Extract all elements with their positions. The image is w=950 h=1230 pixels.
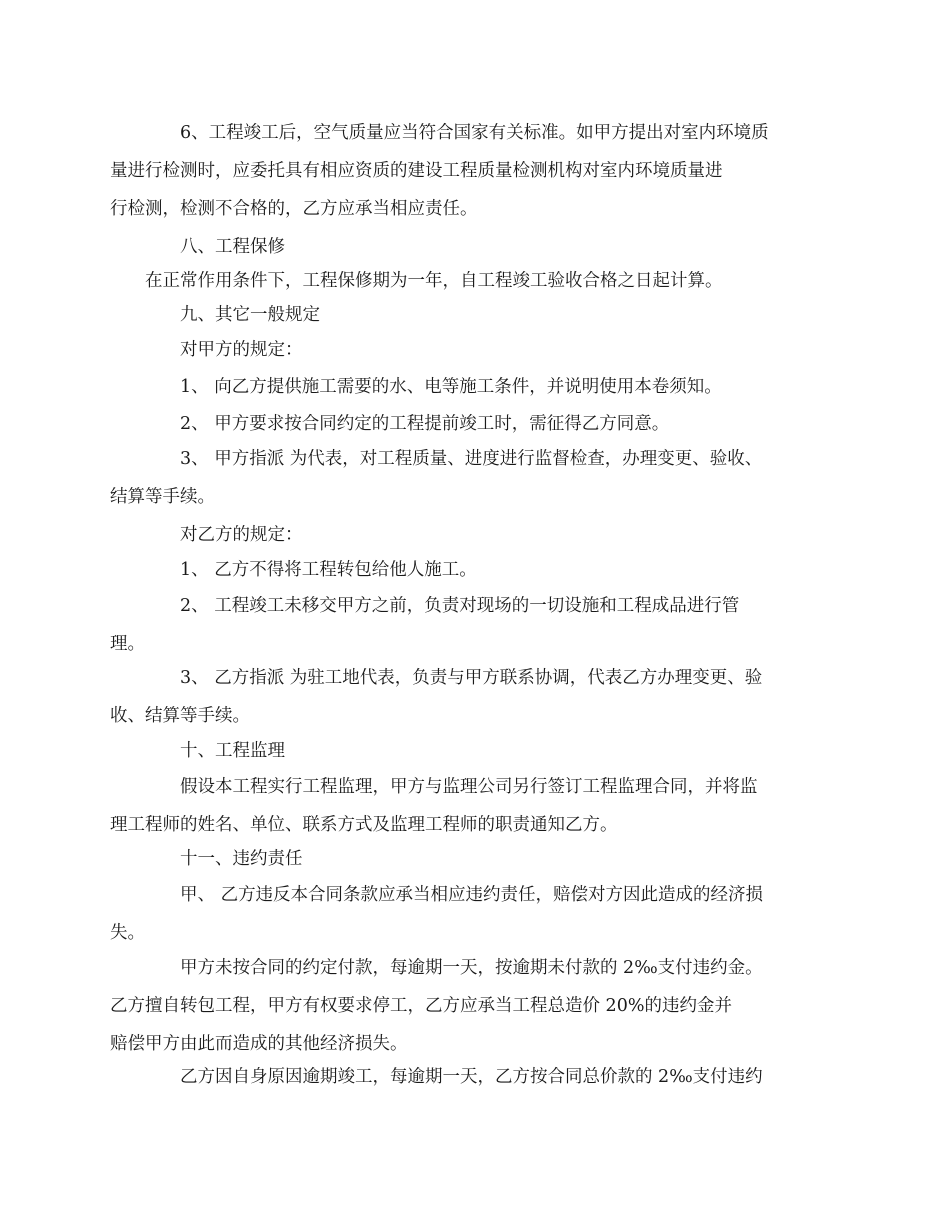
paragraph-supervision: 假设本工程实行工程监理，甲方与监理公司另行签订工程监理合同，并将监 理工程师的姓名、单位、联系方式及监理工程师的职责通知乙方。 — [110, 777, 758, 835]
heading-liability: 十一、违约责任 — [180, 849, 303, 869]
paragraph-indoor-air-quality: 6、工程竣工后，空气质量应当符合国家有关标准。如甲方提出对室内环境质 量进行检测时，应委托具有相应资质的建设工程质量检测机构对室内环境质量进 行检测，检测不合格的，乙方应承当相应责任。 — [110, 123, 769, 219]
party-b-rule-1: 1、 乙方不得将工程转包给他人施工。 — [180, 560, 477, 580]
heading-general-rules: 九、其它一般规定 — [180, 305, 320, 325]
paragraph-warranty-period: 在正常作用条件下，工程保修期为一年，自工程竣工验收合格之日起计算。 — [145, 271, 723, 291]
heading-party-b-rules: 对乙方的规定： — [180, 525, 303, 545]
party-a-rule-3: 3、 甲方指派 为代表，对工程质量、进度进行监督检查，办理变更、验收、 结算等手续。 — [110, 449, 763, 507]
party-b-rule-2: 2、 工程竣工未移交甲方之前，负责对现场的一切设施和工程成品进行管 理。 — [110, 596, 740, 654]
paragraph-liability: 甲、 乙方违反本合同条款应承当相应违约责任，赔偿对方因此造成的经济损 失。 — [110, 885, 764, 943]
party-b-rule-3: 3、 乙方指派 为驻工地代表，负责与甲方联系协调，代表乙方办理变更、验 收、结算等手续。 — [110, 668, 763, 726]
party-a-rule-1: 1、 向乙方提供施工需要的水、电等施工条件，并说明使用本卷须知。 — [180, 377, 722, 397]
paragraph-late-completion: 乙方因自身原因逾期竣工，每逾期一天，乙方按合同总价款的 2‰支付违约 — [180, 1067, 763, 1087]
heading-supervision: 十、工程监理 — [180, 741, 285, 761]
party-a-rule-2: 2、 甲方要求按合同约定的工程提前竣工时，需征得乙方同意。 — [180, 414, 670, 434]
paragraph-late-payment: 甲方未按合同的约定付款，每逾期一天，按逾期未付款的 2‰支付违约金。 乙方擅自转包工程，甲方有权要求停工，乙方应承当工程总造价 20%的违约金并 赔偿甲方由此而造成的其他经济损失。 — [110, 958, 763, 1054]
heading-warranty: 八、工程保修 — [180, 237, 285, 257]
heading-party-a-rules: 对甲方的规定： — [180, 340, 303, 360]
